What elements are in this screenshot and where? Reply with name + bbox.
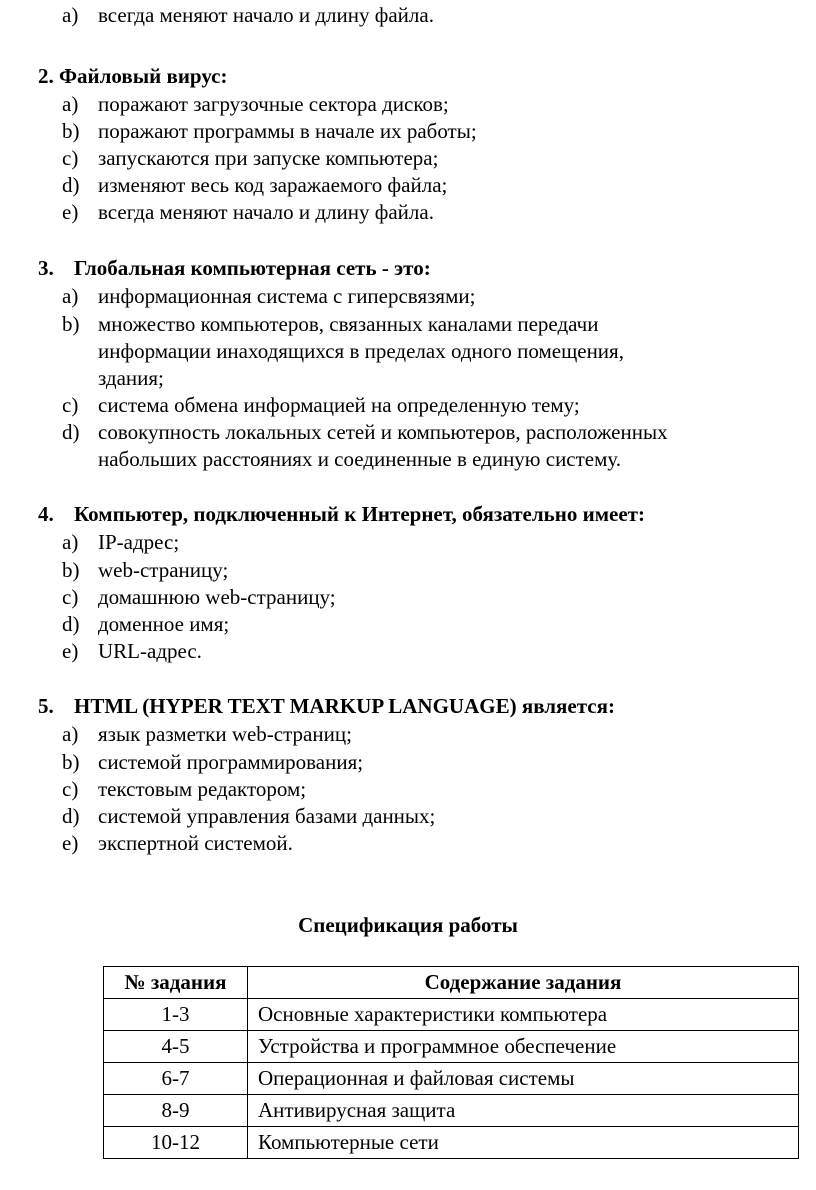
answer-line: [62, 749, 363, 776]
answer-line: [62, 172, 447, 199]
answer-marker: e): [62, 639, 79, 663]
answer-marker: a): [62, 3, 79, 27]
answer-text: всегда меняют начало и длину файла.: [98, 3, 434, 27]
answer-text: язык разметки web-страниц;: [98, 722, 352, 746]
answer-line: [62, 392, 580, 419]
answer-text: поражают программы в начале их работы;: [98, 119, 477, 143]
spec-table: [103, 966, 799, 1159]
table-row: [104, 1127, 799, 1159]
question-number: 4.: [38, 502, 54, 526]
table-row: [104, 1063, 799, 1095]
answer-line: [62, 283, 475, 310]
answer-text: совокупность локальных сетей и компьютеров, расположенных: [98, 420, 668, 444]
answer-line: [62, 584, 336, 611]
answer-line: [62, 721, 352, 748]
answer-marker: c): [62, 777, 79, 801]
answer-line: [62, 118, 477, 145]
answer-line: [62, 145, 438, 172]
answer-line: [62, 557, 228, 584]
answer-text: web-страницу;: [98, 558, 229, 582]
answer-line: [62, 199, 434, 226]
question-title: [38, 501, 645, 528]
answer-text: система обмена информацией на определенную тему;: [98, 393, 580, 417]
answer-marker: b): [62, 119, 80, 143]
table-header-row: [104, 967, 799, 999]
task-content-cell: Операционная и файловая системы: [248, 1063, 799, 1095]
answer-line: [62, 611, 229, 638]
answer-marker: e): [62, 200, 79, 224]
answer-line: [62, 803, 435, 830]
answer-text: изменяют весь код заражаемого файла;: [98, 173, 448, 197]
answer-text: URL-адрес.: [98, 639, 202, 663]
task-number-cell: 4-5: [104, 1031, 248, 1063]
answer-text: экспертной системой.: [98, 831, 293, 855]
answer-marker: c): [62, 393, 79, 417]
question-text: Компьютер, подключенный к Интернет, обязательно имеет:: [74, 502, 645, 526]
answer-text: множество компьютеров, связанных каналами передачи: [98, 312, 599, 336]
table-row: [104, 1031, 799, 1063]
answer-line: [62, 776, 306, 803]
question-title: [38, 255, 431, 282]
answer-marker: b): [62, 558, 80, 582]
answer-line: [62, 529, 179, 556]
answer-line: [62, 638, 202, 665]
question-text: HTML (HYPER TEXT MARKUP LANGUAGE) является:: [74, 694, 615, 718]
task-number-cell: 8-9: [104, 1095, 248, 1127]
column-header: Содержание задания: [248, 967, 799, 999]
column-header: № задания: [104, 967, 248, 999]
table-row: [104, 1095, 799, 1127]
answer-text: всегда меняют начало и длину файла.: [98, 200, 434, 224]
task-number-cell: 6-7: [104, 1063, 248, 1095]
answer-marker: d): [62, 612, 80, 636]
answer-marker: e): [62, 831, 79, 855]
answer-marker: d): [62, 804, 80, 828]
answer-continuation: здания;: [98, 366, 164, 390]
question-title: 2. Файловый вирус:: [38, 64, 228, 88]
task-number-cell: 10-12: [104, 1127, 248, 1159]
answer-marker: b): [62, 312, 80, 336]
answer-line: [62, 2, 434, 29]
answer-text: доменное имя;: [98, 612, 230, 636]
answer-text: домашнюю web-страницу;: [98, 585, 336, 609]
answer-text: системой управления базами данных;: [98, 804, 436, 828]
answer-marker: a): [62, 284, 79, 308]
answer-line: [62, 419, 668, 446]
task-content-cell: Устройства и программное обеспечение: [248, 1031, 799, 1063]
answer-line: [62, 311, 598, 338]
answer-line: [62, 91, 449, 118]
answer-text: текстовым редактором;: [98, 777, 307, 801]
answer-marker: a): [62, 722, 79, 746]
answer-text: системой программирования;: [98, 750, 364, 774]
task-content-cell: Антивирусная защита: [248, 1095, 799, 1127]
spec-title: Спецификация работы: [298, 913, 518, 937]
answer-line: [62, 830, 293, 857]
answer-marker: c): [62, 146, 79, 170]
task-number-cell: 1-3: [104, 999, 248, 1031]
answer-continuation: набольших расстояниях и соединенные в единую систему.: [98, 447, 622, 471]
question-number: 5.: [38, 694, 54, 718]
question-title: [38, 693, 615, 720]
question-text: Глобальная компьютерная сеть - это:: [74, 256, 431, 280]
answer-text: запускаются при запуске компьютера;: [98, 146, 439, 170]
answer-text: информационная система с гиперсвязями;: [98, 284, 476, 308]
answer-marker: b): [62, 750, 80, 774]
task-content-cell: Основные характеристики компьютера: [248, 999, 799, 1031]
answer-marker: d): [62, 420, 80, 444]
answer-text: поражают загрузочные сектора дисков;: [98, 92, 449, 116]
answer-marker: a): [62, 92, 79, 116]
table-row: [104, 999, 799, 1031]
question-number: 3.: [38, 256, 54, 280]
answer-marker: a): [62, 530, 79, 554]
answer-marker: d): [62, 173, 80, 197]
answer-continuation: информации инаходящихся в пределах одного помещения,: [98, 339, 624, 363]
answer-marker: c): [62, 585, 79, 609]
task-content-cell: Компьютерные сети: [248, 1127, 799, 1159]
answer-text: IP-адрес;: [98, 530, 180, 554]
